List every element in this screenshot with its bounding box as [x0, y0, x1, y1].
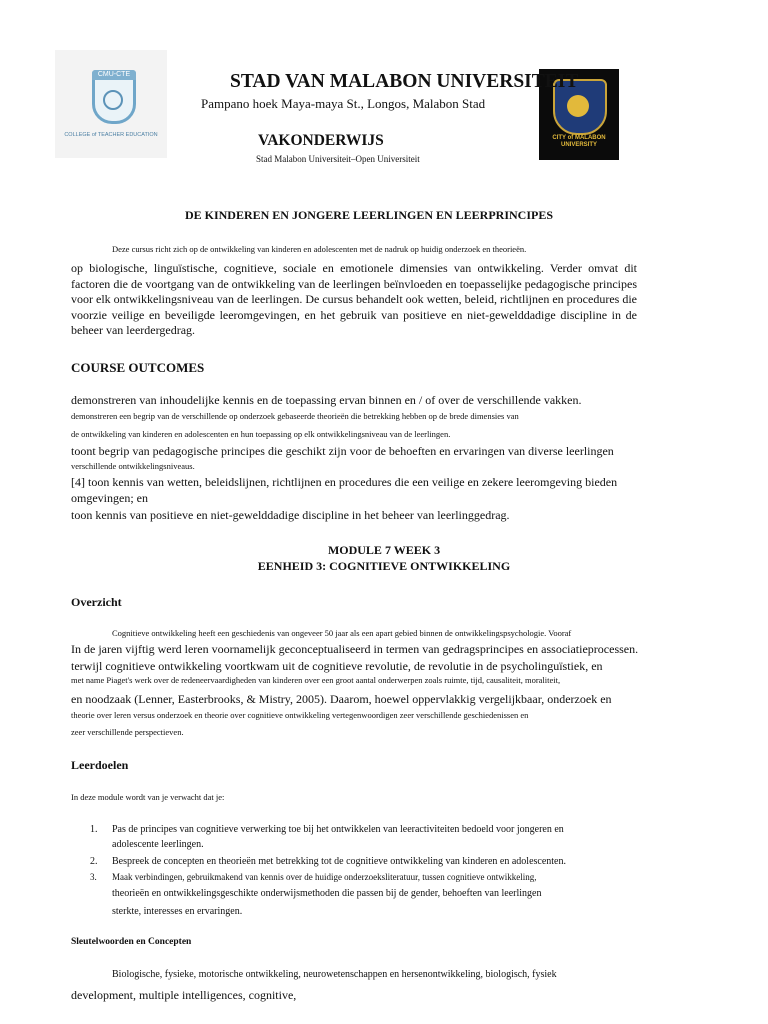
university-title: STAD VAN MALABON UNIVERSITEIT — [230, 71, 579, 92]
outcome-line: toont begrip van pedagogische principes die geschikt zijn voor de behoeften en ervaringen van diverse leerlingen — [71, 444, 614, 458]
outcome-line: omgevingen; en — [71, 491, 148, 505]
list-item-continued: sterkte, interesses en ervaringen. — [112, 906, 243, 917]
seal-caption: CITY of MALABON UNIVERSITY — [552, 135, 606, 148]
keywords-line: Biologische, fysieke, motorische ontwikkeling, neurowetenschappen en hersenontwikkeling, biologisch, fysiek — [112, 969, 557, 980]
list-item: Bespreek de concepten en theorieën met betrekking tot de cognitieve ontwikkeling van kinderen en adolescenten. — [112, 856, 566, 867]
leerdoelen-intro: In deze module wordt van je verwacht dat je: — [71, 792, 225, 802]
outcome-line: de ontwikkeling van kinderen en adolescenten en hun toepassing op elk ontwikkelingsniveau van de leerlingen. — [71, 429, 451, 439]
list-item-number: 3. — [90, 872, 97, 882]
list-item-continued: adolescente leerlingen. — [112, 839, 204, 850]
overzicht-line: met name Piaget's werk over de redeneervaardigheden van kinderen over een groot aantal onderwerpen zoals ruimte, tijd, causaliteit, moraliteit, — [71, 675, 561, 685]
module-unit: EENHEID 3: COGNITIEVE ONTWIKKELING — [257, 559, 511, 573]
course-description: op biologische, linguïstische, cognitieve, sociale en emotionele dimensies van ontwikkeling. Verder omvat dit factoren die de voortgang van de ontwikkeling van de leerlingen beïnvloeden en toepasselijke pedagogische principes voor elk ontwikkelingsniveau van de leerlingen. De cursus behandelt ook wetten, beleid, richtlijnen en procedures die voorzie veilige en beveiligde leeromgevingen, en het gebruik van positieve en niet-gewelddadige discipline in de beheer van leerdergedrag. — [71, 261, 637, 337]
list-item: Maak verbindingen, gebruikmakend van kennis over de huidige onderzoeksliteratuur, tussen cognitieve ontwikkeling, — [112, 872, 537, 882]
overzicht-heading: Overzicht — [71, 595, 122, 609]
department-subtitle: Stad Malabon Universiteit–Open Universiteit — [256, 154, 420, 164]
course-outcomes-heading: COURSE OUTCOMES — [71, 360, 205, 375]
outcome-line: demonstreren van inhoudelijke kennis en de toepassing ervan binnen en / of over de verschillende vakken. — [71, 393, 582, 407]
course-desc-first-line: Deze cursus richt zich op de ontwikkeling van kinderen en adolescenten met de nadruk op huidig onderzoek en theorieën. — [112, 244, 527, 254]
overzicht-line: zeer verschillende perspectieven. — [71, 727, 184, 737]
overzicht-line: In de jaren vijftig werd leren voornamelijk geconceptualiseerd in termen van gedragsprincipes en associatieprocessen. — [71, 642, 639, 656]
overzicht-line: Cognitieve ontwikkeling heeft een geschiedenis van ongeveer 50 jaar als een apart gebied binnen de ontwikkelingspsychologie. Vooraf — [112, 628, 572, 638]
course-title: DE KINDEREN EN JONGERE LEERLINGEN EN LEERPRINCIPES — [184, 208, 554, 222]
list-item-number: 1. — [90, 824, 98, 835]
keywords-heading: Sleutelwoorden en Concepten — [71, 937, 192, 947]
college-logo — [55, 50, 167, 158]
logo-caption: COLLEGE of TEACHER EDUCATION — [64, 132, 158, 138]
seal-emblem-icon — [567, 95, 589, 117]
lamp-icon — [103, 90, 123, 110]
university-address: Pampano hoek Maya-maya St., Longos, Malabon Stad — [201, 96, 486, 111]
keywords-line: development, multiple intelligences, cognitive, — [71, 988, 297, 1002]
outcome-line: demonstreren een begrip van de verschillende op onderzoek gebaseerde theorieën die betrekking hebben op de brede dimensies van — [71, 411, 519, 421]
overzicht-line: terwijl cognitieve ontwikkeling voortkwam uit de cognitieve revolutie, de revolutie in de psycholinguïstiek, en — [71, 659, 603, 673]
list-item-continued: theorieën en ontwikkelingsgeschikte onderwijsmethoden die passen bij de gender, behoeften van leerlingen — [112, 888, 542, 899]
list-item: Pas de principes van cognitieve verwerking toe bij het ontwikkelen van leeractiviteiten bedoeld voor jongeren en — [112, 824, 564, 835]
leerdoelen-heading: Leerdoelen — [71, 758, 129, 772]
department-title: VAKONDERWIJS — [258, 132, 384, 149]
list-item-number: 2. — [90, 856, 98, 867]
overzicht-line: en noodzaak (Lenner, Easterbrooks, & Mistry, 2005). Daarom, hoewel oppervlakkig vergelijkbaar, onderzoek en — [71, 692, 612, 706]
outcome-line: [4] toon kennis van wetten, beleidslijnen, richtlijnen en procedures die een veilige en zekere leeromgeving bieden — [71, 475, 618, 489]
outcome-line: toon kennis van positieve en niet-gewelddadige discipline in het beheer van leerlinggedrag. — [71, 508, 510, 522]
module-week: MODULE 7 WEEK 3 — [327, 543, 441, 557]
outcome-line: verschillende ontwikkelingsniveaus. — [71, 461, 195, 471]
logo-band: CMU-CTE — [92, 70, 136, 80]
overzicht-line: theorie over leren versus onderzoek en theorie over cognitieve ontwikkeling vertegenwoordigen zeer verschillende geschiedenissen en — [71, 710, 529, 720]
